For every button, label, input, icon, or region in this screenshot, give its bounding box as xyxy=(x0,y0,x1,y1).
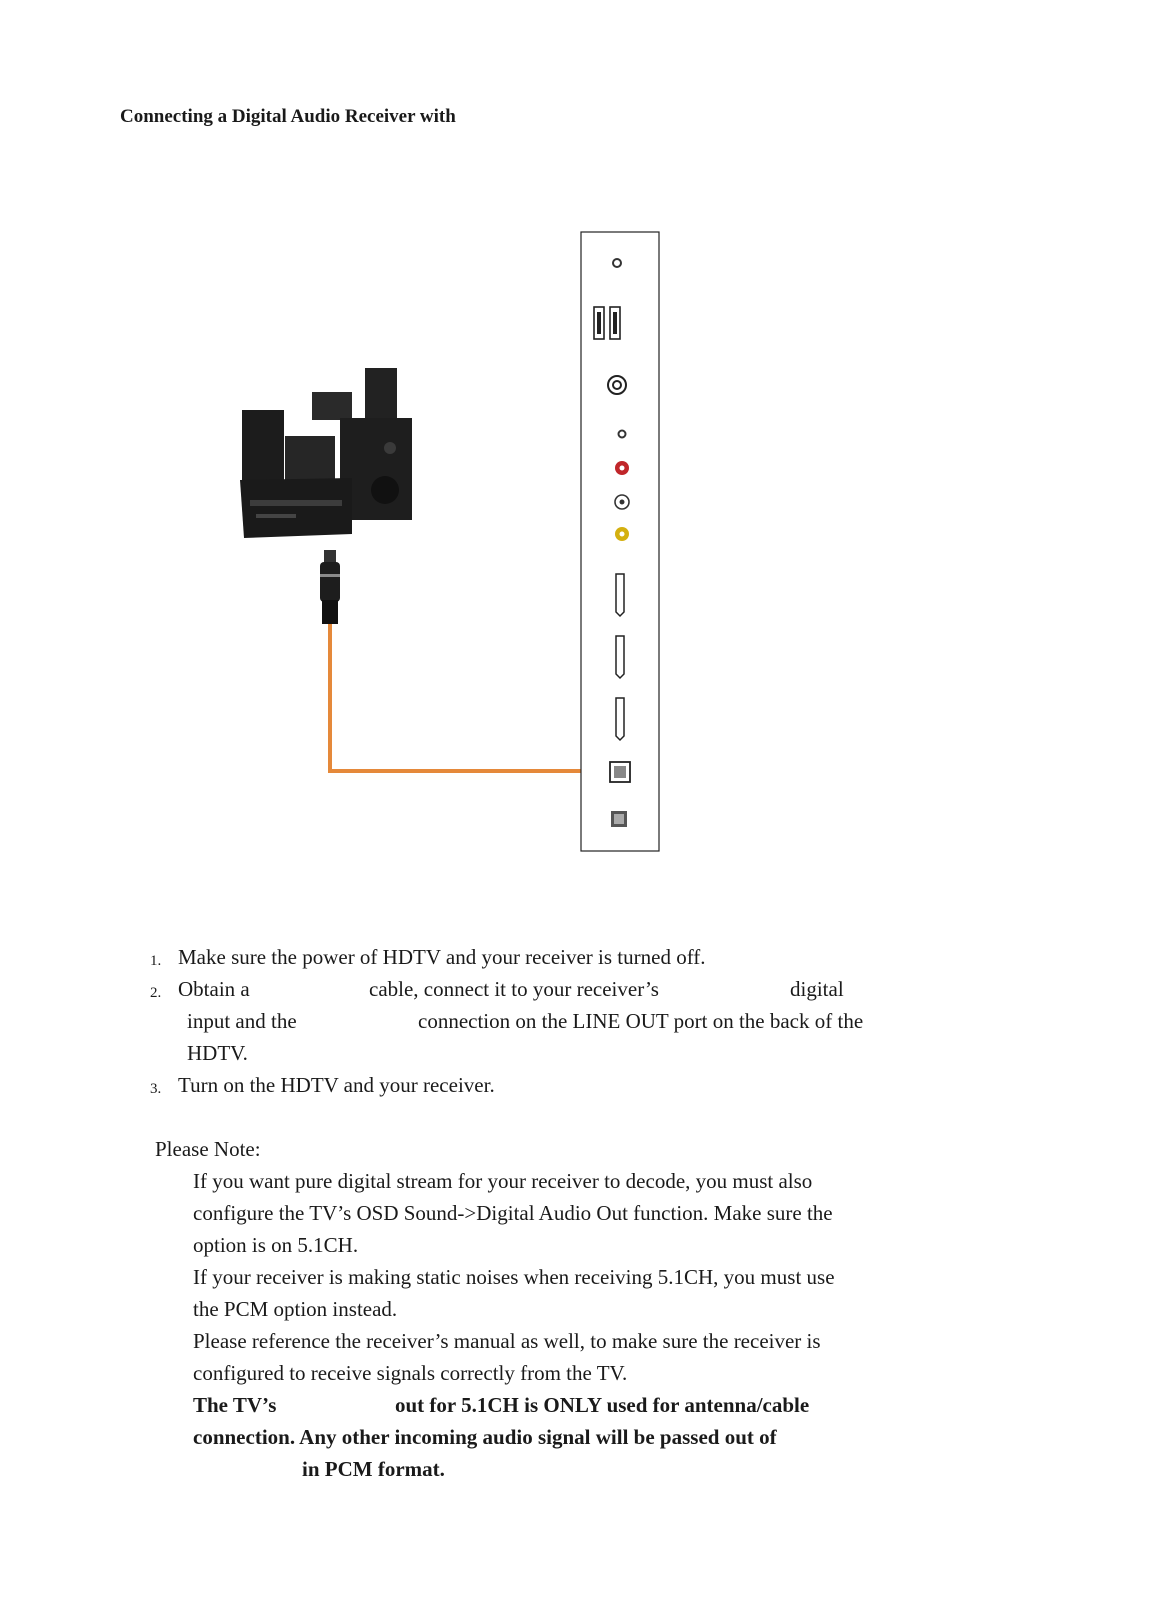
section-heading: Connecting a Digital Audio Receiver with xyxy=(120,106,456,127)
step-text: connection on the LINE OUT port on the back of the xyxy=(418,1009,864,1033)
note-bold-line: The TV’s xyxy=(193,1393,277,1417)
home-theater-image xyxy=(240,368,412,538)
rca-red-port-icon xyxy=(615,461,629,475)
note-line: If your receiver is making static noises when receiving 5.1CH, you must use xyxy=(193,1265,835,1289)
step-text: Turn on the HDTV and your receiver. xyxy=(178,1073,495,1097)
antenna-port-icon xyxy=(608,376,626,394)
hdmi-port-3-icon xyxy=(616,698,624,740)
optical-cable-plug xyxy=(320,550,340,624)
hdmi-port-2-icon xyxy=(616,636,624,678)
rca-white-port-icon xyxy=(615,495,629,509)
step-text: Make sure the power of HDTV and your receiver is turned off. xyxy=(178,945,706,969)
hdmi-port-1-icon xyxy=(616,574,624,616)
note-line: Please reference the receiver’s manual as well, to make sure the receiver is xyxy=(193,1329,821,1353)
step-text: cable, connect it to your receiver’s xyxy=(369,977,659,1001)
note-title: Please Note: xyxy=(155,1137,261,1161)
note-line: configure the TV’s OSD Sound->Digital Audio Out function. Make sure the xyxy=(193,1201,833,1225)
step-number: 2. xyxy=(150,985,162,1001)
rca-yellow-port-icon xyxy=(615,527,629,541)
note-line: the PCM option instead. xyxy=(193,1297,398,1321)
note-line: If you want pure digital stream for your receiver to decode, you must also xyxy=(193,1169,813,1193)
step-number: 3. xyxy=(150,1081,162,1097)
optical-cable xyxy=(330,624,593,771)
step-text: HDTV. xyxy=(187,1041,248,1065)
step-text: digital xyxy=(790,977,844,1001)
note-bold-line: in PCM format. xyxy=(302,1457,445,1481)
lan-port-icon xyxy=(611,811,627,827)
headphone-port-icon xyxy=(613,259,621,267)
optical-out-port-icon xyxy=(610,762,630,782)
tv-port-panel xyxy=(581,232,659,851)
note-line: configured to receive signals correctly from the TV. xyxy=(193,1361,628,1385)
note-bold-line: out for 5.1CH is ONLY used for antenna/cable xyxy=(395,1393,810,1417)
step-number: 1. xyxy=(150,953,162,969)
note-bold-line: connection. Any other incoming audio signal will be passed out of xyxy=(193,1425,777,1449)
note-line: option is on 5.1CH. xyxy=(193,1233,359,1257)
step-text: input and the xyxy=(187,1009,297,1033)
step-text: Obtain a xyxy=(178,977,250,1001)
audio-in-port-icon xyxy=(619,431,626,438)
